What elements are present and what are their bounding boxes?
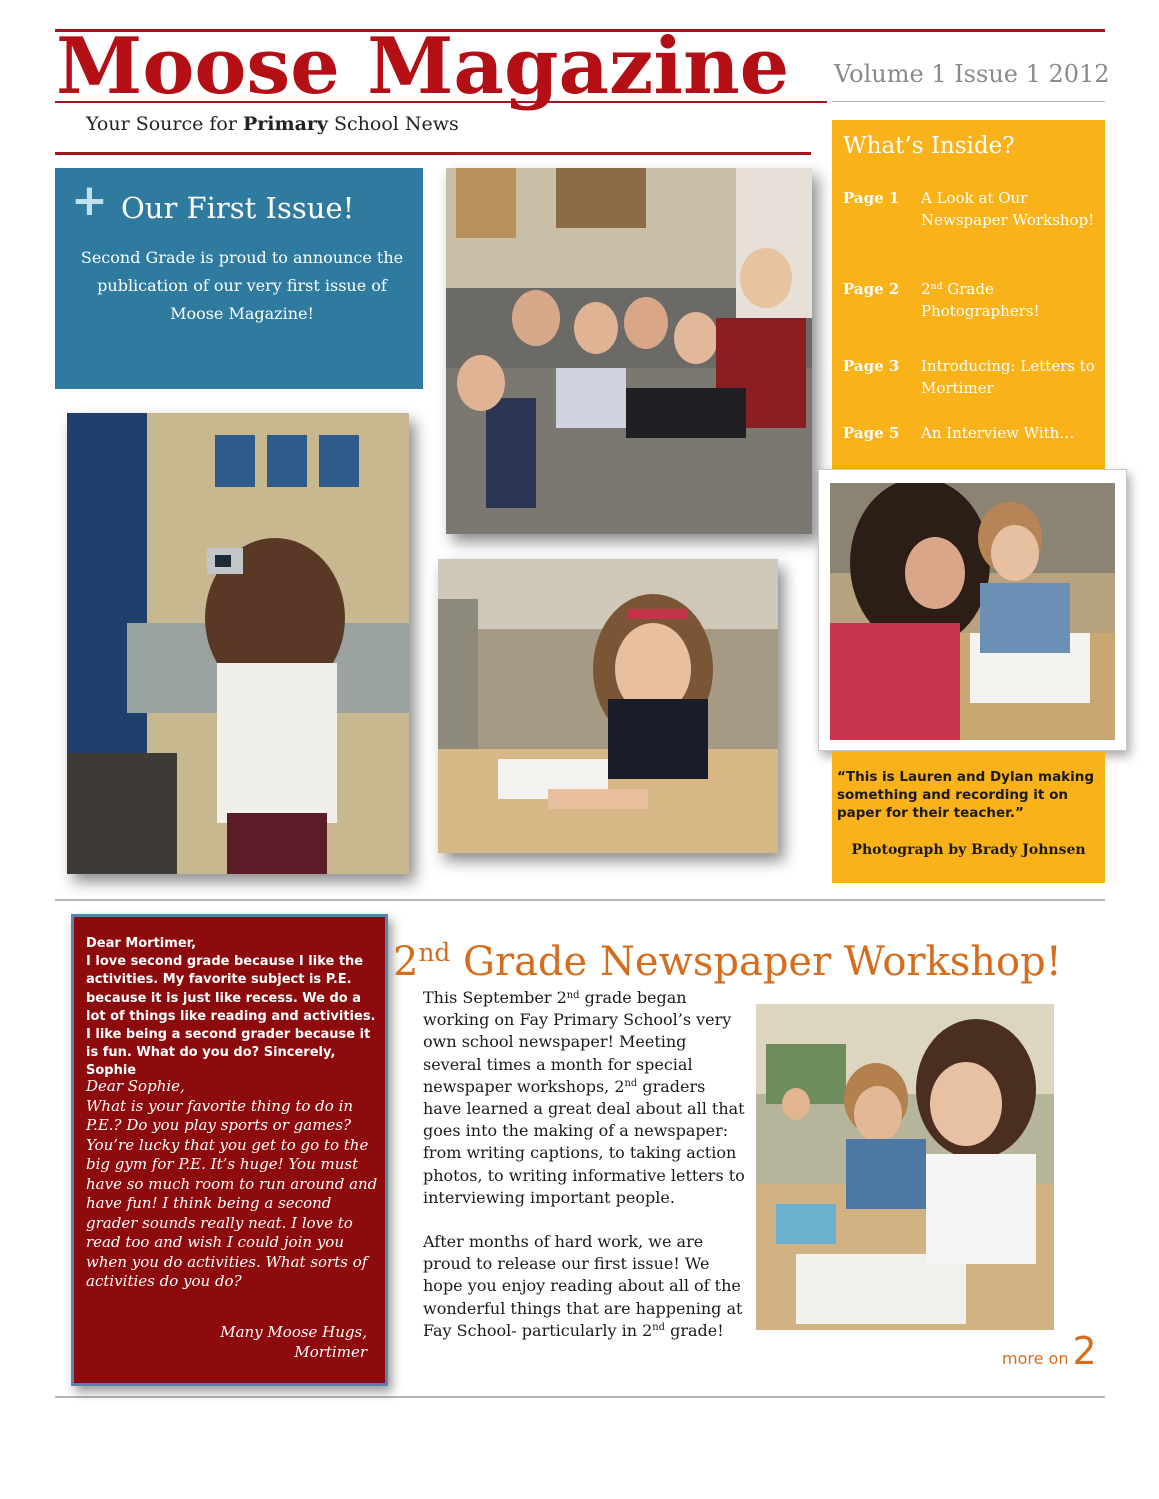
continued-on-link[interactable] — [1002, 1329, 1097, 1373]
tagline-underline — [55, 152, 811, 155]
toc-desc-post: Grade Photographers! — [921, 280, 1040, 320]
tagline-bold: Primary — [242, 113, 328, 135]
text-run: After months of hard work, we are proud to release our first issue! We hope you enjoy reading about all of the wonderful things that are happening at Fay School- particularly in 2 — [423, 1232, 743, 1340]
toc-description: Introducing: Letters to Mortimer — [921, 357, 1095, 397]
text-run: This September 2 — [423, 988, 567, 1007]
article-paragraph-1 — [423, 987, 745, 1209]
student-letter: Dear Mortimer, I love second grade because I like the activities. My favorite subject is P.E. because it is just like recess. We do a lot of things like reading and activities. I like being a second grader because it is fun. What do you do? Sincerely, Sophie — [86, 936, 376, 1079]
text-run: grade began working on Fay Primary School’s very own school newspaper! Meeting several times a month for special newspaper workshops, 2 — [423, 988, 732, 1096]
photo-caption-box — [832, 752, 1105, 883]
reply-signoff: Many Moose Hugs, — [220, 1323, 367, 1341]
article-body — [423, 987, 745, 1364]
whats-inside-panel — [832, 120, 1105, 471]
headline-number: 2 — [393, 939, 419, 985]
toc-page-number: Page 3 — [843, 357, 900, 375]
photo-credit: Photograph by Brady Johnsen — [851, 842, 1086, 858]
photo-lauren-dylan — [830, 483, 1115, 740]
photo-girl-writing — [438, 559, 778, 853]
whats-inside-title: What’s Inside? — [843, 133, 1015, 159]
more-page-number: 2 — [1072, 1329, 1097, 1373]
text-sup: nd — [652, 1322, 665, 1334]
text-sup: nd — [566, 989, 580, 1001]
plus-icon: + — [71, 175, 108, 226]
photo-classroom-circle — [446, 168, 812, 534]
mortimer-reply: Dear Sophie, What is your favorite thing to do in P.E.? Do you play sports or games? You’re lucky that you get to go to the big gym for P.E. It’s huge! You must have so much room to run around and have fun! I think being a second grader sounds really neat. I love to read too and wish I could join you when you do activities. What sorts of activities do you do? — [86, 1077, 378, 1290]
headline-rest: Grade Newspaper Workshop! — [450, 939, 1062, 985]
text-sup: nd — [624, 1078, 638, 1090]
photo-girl-camera — [67, 413, 409, 874]
letters-to-mortimer-box — [71, 914, 388, 1386]
text-run: graders have learned a great deal about all that goes into the making of a newspaper: from writing captions, to taking action photos, to writing informative letters to interviewing important people. — [423, 1076, 745, 1207]
tagline — [86, 113, 459, 135]
toc-description: An Interview With… — [921, 424, 1075, 442]
masthead-title: Moose Magazine — [56, 21, 790, 112]
intro-box — [55, 168, 423, 389]
toc-desc-pre: 2 — [921, 280, 931, 298]
toc-description — [921, 278, 1096, 322]
photo-caption-quote: “This is Lauren and Dylan making something and recording it on paper for their teacher.” — [837, 769, 1095, 821]
issue-volume: Volume 1 Issue 1 2012 — [834, 60, 1110, 88]
toc-description: A Look at Our Newspaper Workshop! — [921, 189, 1095, 229]
article-headline — [393, 936, 1062, 988]
toc-page-number: Page 2 — [843, 280, 900, 298]
text-run: grade! — [665, 1320, 724, 1340]
photo-workshop-students — [756, 1004, 1054, 1330]
volume-underline — [832, 101, 1105, 102]
section-divider — [55, 899, 1105, 901]
article-paragraph-2 — [423, 1231, 745, 1342]
photo-frame-lauren-dylan — [818, 469, 1127, 751]
intro-title: Our First Issue! — [121, 191, 355, 225]
more-label: more on — [1002, 1349, 1069, 1368]
headline-sup: nd — [418, 938, 451, 968]
bottom-rule — [55, 1396, 1105, 1398]
tagline-post: School News — [327, 113, 459, 135]
toc-page-number: Page 5 — [843, 424, 900, 442]
tagline-pre: Your Source for — [86, 113, 243, 135]
reply-signature: Mortimer — [294, 1343, 367, 1361]
toc-desc-sup: nd — [930, 280, 943, 292]
toc-page-number: Page 1 — [843, 189, 900, 207]
intro-body: Second Grade is proud to announce the publication of our very first issue of Moose Magazine! — [80, 248, 404, 323]
